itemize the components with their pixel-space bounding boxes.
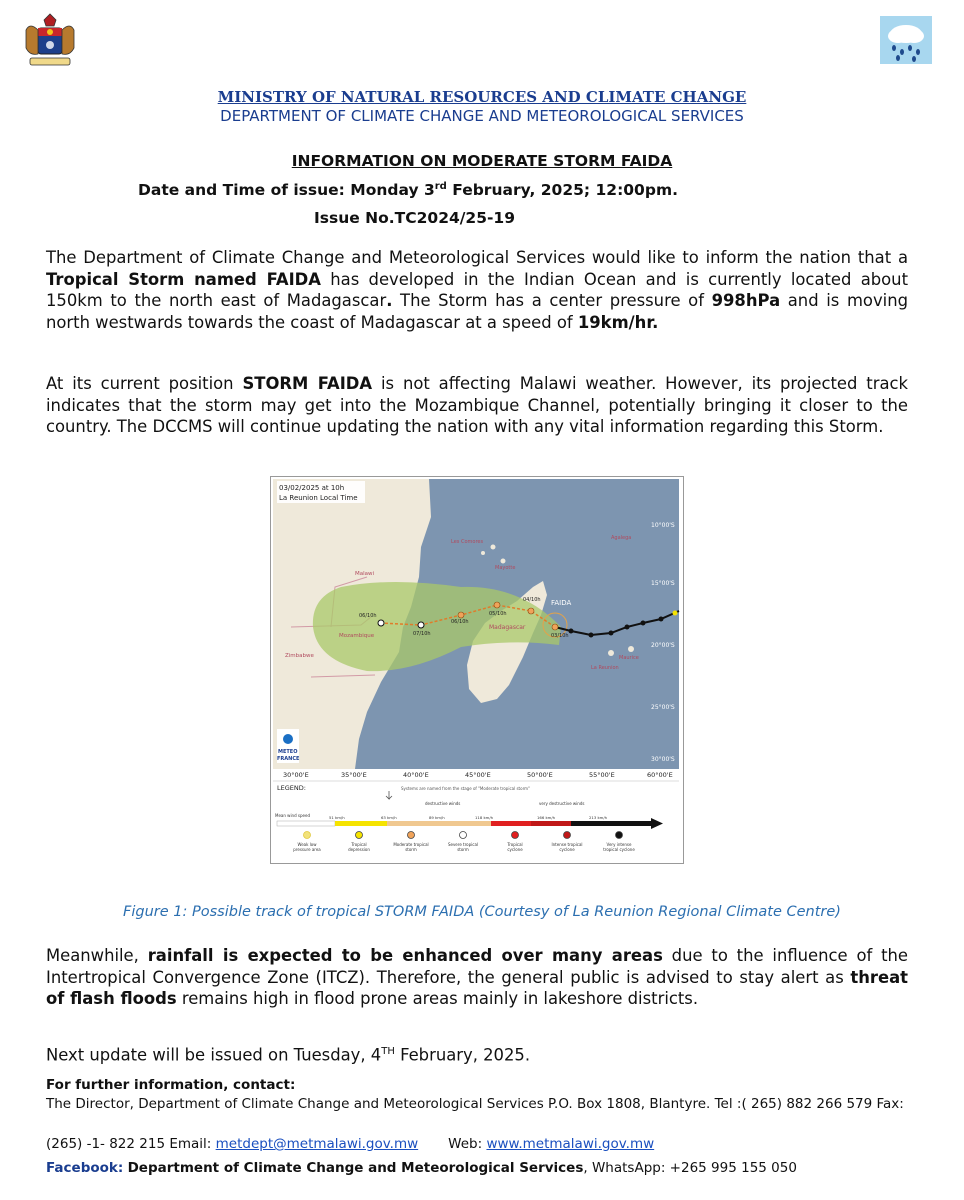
lat-label: 10°00'S [651,522,675,529]
speed-label: 118 km/h [475,815,494,820]
legend-category-label: Tropical cyclone [507,842,523,852]
meteo-france-logo-line1: METEO [278,749,298,755]
lon-label: 40°00'E [403,771,429,779]
label-zimbabwe: Zimbabwe [285,653,314,659]
label-agalega: Agalega [611,535,632,541]
legend-very-destructive: very destructive winds [539,801,585,806]
legend-category-marker [408,832,415,839]
map-timestamp-line1: 03/02/2025 at 10h [279,484,345,492]
coat-of-arms-logo [20,10,80,70]
track-label: 06/10h [451,619,469,625]
legend-category-marker [512,832,519,839]
label-madagascar: Madagascar [489,624,526,631]
legend-category-label: Severe tropical storm [447,842,479,852]
legend-category-label: Moderate tropical storm [393,842,429,852]
track-label: 04/10h [523,597,541,603]
website-link[interactable]: www.metmalawi.gov.mw [486,1136,655,1152]
label-reunion: La Reunion [591,665,619,671]
contact-email-web: (265) -1- 822 215 Email: metdept@metmalawi.gov.mw Web: www.metmalawi.gov.mw [46,1136,655,1152]
lat-label: 30°00'S [651,756,675,763]
track-label: 03/10h [551,633,569,639]
storm-track-map [271,477,683,863]
speed-label: 63 km/h [381,815,397,820]
issue-number: Issue No.TC2024/25-19 [314,209,515,227]
label-comores: Les Comores [451,539,484,545]
label-storm-faida: FAIDA [551,599,572,607]
speed-label: 213 km/h [589,815,608,820]
paragraph-next-update: Next update will be issued on Tuesday, 4TH February, 2025. [46,1045,531,1065]
legend-category-label: Tropical depression [348,842,370,852]
label-mayotte: Mayotte [495,565,516,571]
lat-label: 15°00'S [651,580,675,587]
speed-label: 51 km/h [329,815,345,820]
paragraph-rainfall: Meanwhile, rainfall is expected to be enhanced over many areas due to the influence of the Intertropical Convergence Zone (ITCZ). Therefore, the general public is advised to stay alert as threat of flash floods remains high in flood prone areas mainly in lakeshore districts. [46,946,908,1008]
department-heading: DEPARTMENT OF CLIMATE CHANGE AND METEOROLOGICAL SERVICES [220,107,744,125]
facebook-label: Facebook: [46,1160,124,1176]
lon-label: 30°00'E [283,771,309,779]
contact-social: Facebook: Department of Climate Change and Meteorological Services, WhatsApp: +265 995 155 050 [46,1160,797,1176]
legend-category-marker [616,832,623,839]
bulletin-title: INFORMATION ON MODERATE STORM FAIDA [291,152,673,170]
paragraph-storm-development: The Department of Climate Change and Meteorological Services would like to inform the nation that a Tropical Storm named FAIDA has developed in the Indian Ocean and is currently located about 150km to the north east of Madagascar. The Storm has a center pressure of 998hPa and is moving north westwards towards the coast of Madagascar at a speed of 19km/hr. [46,248,908,332]
contact-heading: For further information, contact: [46,1077,296,1093]
email-link[interactable]: metdept@metmalawi.gov.mw [215,1136,419,1152]
label-maurice: Maurice [619,655,639,661]
label-malawi: Malawi [355,571,375,577]
legend-mean-wind: Mean wind speed [275,813,310,818]
contact-address: The Director, Department of Climate Change and Meteorological Services P.O. Box 1808, Blantyre. Tel :( 265) 882 266 579 Fax: [46,1096,904,1112]
legend-category-marker [564,832,571,839]
lon-label: 45°00'E [465,771,491,779]
figure-caption: Figure 1: Possible track of tropical STORM FAIDA (Courtesy of La Reunion Regional Climate Centre) [123,904,841,920]
lon-label: 60°00'E [647,771,673,779]
legend-category-label: Intense tropical cyclone [551,842,583,852]
rain-cloud-icon [880,16,932,64]
paragraph-malawi-impact: At its current position STORM FAIDA is not affecting Malawi weather. However, its projected track indicates that the storm may get into the Mozambique Channel, potentially bringing it closer to the country. The DCCMS will continue updating the nation with any vital information regarding this Storm. [46,374,908,436]
legend-category-marker [460,832,467,839]
storm-track-figure [270,476,684,864]
meteo-france-logo-line2: FRANCE [277,756,300,762]
lon-label: 55°00'E [589,771,615,779]
legend-category-marker [304,832,311,839]
facebook-page-name[interactable]: Department of Climate Change and Meteorological Services [127,1160,584,1176]
issue-date: Date and Time of issue: Monday 3rd February, 2025; 12:00pm. [138,181,678,200]
speed-label: 166 km/h [537,815,556,820]
speed-label: 89 km/h [429,815,445,820]
ministry-heading: MINISTRY OF NATURAL RESOURCES AND CLIMATE CHANGE [217,88,747,106]
track-label: 05/10h [489,611,507,617]
legend-category-label: Weak low pressure area [293,842,321,852]
legend-destructive: destructive winds [425,801,461,806]
legend-category-marker [356,832,363,839]
legend-note: Systems are named from the stage of "Moderate tropical storm" [401,786,530,791]
label-mozambique: Mozambique [339,633,375,639]
lon-label: 35°00'E [341,771,367,779]
track-label: 06/10h [359,613,377,619]
track-label: 07/10h [413,631,431,637]
map-timestamp-line2: La Reunion Local Time [279,494,358,502]
lat-label: 25°00'S [651,704,675,711]
lat-label: 20°00'S [651,642,675,649]
lon-label: 50°00'E [527,771,553,779]
legend-category-label: Very intense tropical cyclone [603,842,635,852]
legend-title: LEGEND: [277,784,306,792]
